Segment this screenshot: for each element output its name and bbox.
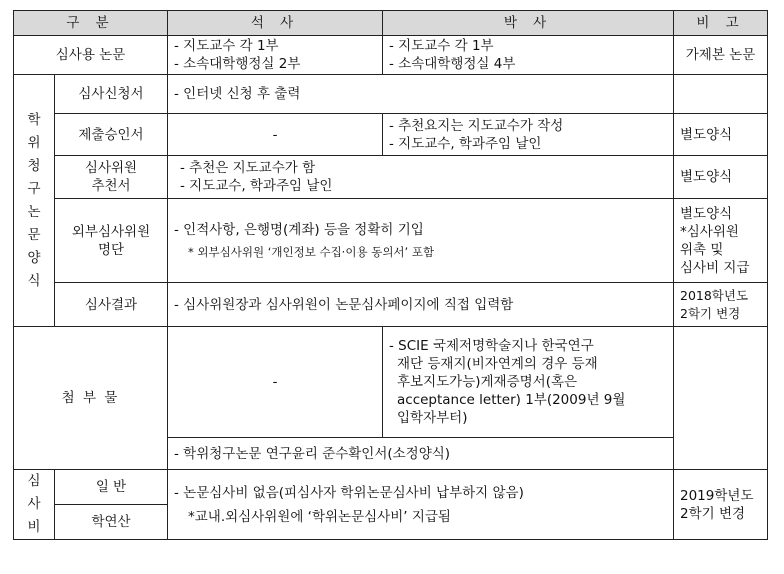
application-row — [14, 75, 768, 114]
fee-general-label: 일 반 — [55, 470, 168, 505]
attachments-label: 첨 부 물 — [14, 327, 168, 470]
application-content: - 인터넷 신청 후 출력 — [168, 75, 674, 114]
fee-group-label — [14, 470, 55, 540]
review-paper-masters-line: - 지도교수 각 1부 — [174, 38, 279, 54]
fee-group-char: 사 — [27, 496, 41, 512]
result-remarks — [674, 283, 768, 327]
external-remarks-line: 심사비 지급 — [680, 259, 750, 276]
forms-group-char: 학 — [27, 111, 41, 128]
header-masters: 석 사 — [168, 11, 383, 36]
result-label: 심사결과 — [55, 283, 168, 327]
forms-group-char: 위 — [27, 134, 41, 151]
recommendation-content-line: - 지도교수, 학과주임 날인 — [180, 178, 333, 194]
header-doctorate: 박 사 — [383, 11, 674, 36]
external-label — [55, 199, 168, 283]
recommendation-label-line: 심사위원 — [84, 160, 138, 176]
fee-industry-label: 학연산 — [55, 505, 168, 540]
fee-remarks-line: 2학기 변경 — [680, 505, 746, 522]
result-remarks-line: 2학기 변경 — [680, 305, 741, 321]
forms-group-char: 양 — [27, 249, 41, 266]
external-label-line: 외부심사위원 — [71, 223, 151, 240]
external-remarks-line: 별도양식 — [680, 205, 733, 222]
external-content — [168, 199, 674, 283]
external-remarks-line: 위촉 및 — [680, 241, 724, 258]
review-paper-row — [14, 36, 768, 75]
result-row — [14, 283, 768, 327]
fee-remarks — [674, 470, 768, 540]
review-paper-doctorate — [383, 36, 674, 75]
attachments-row — [14, 327, 768, 438]
header-remarks: 비 고 — [674, 11, 768, 36]
fee-group-char: 비 — [27, 519, 41, 535]
review-paper-doctorate-line: - 소속대학행정실 4부 — [389, 56, 516, 72]
fee-content — [168, 470, 674, 540]
approval-doctorate-line: - 추천요지는 지도교수가 작성 — [389, 117, 564, 134]
attachments-remarks — [674, 327, 768, 470]
review-paper-doctorate-line: - 지도교수 각 1부 — [389, 38, 494, 54]
review-paper-remarks: 가제본 논문 — [674, 36, 768, 75]
review-paper-label: 심사용 논문 — [14, 36, 168, 75]
fee-group-char: 심 — [27, 473, 41, 489]
fee-content-line: - 논문심사비 없음(피심사자 학위논문심사비 납부하지 않음) — [174, 484, 524, 501]
application-label: 심사신청서 — [55, 75, 168, 114]
fee-general-row — [14, 470, 768, 505]
header-category: 구 분 — [14, 11, 168, 36]
recommendation-row — [14, 156, 768, 199]
review-paper-masters — [168, 36, 383, 75]
recommendation-content — [168, 156, 674, 199]
approval-masters: - — [168, 114, 383, 156]
approval-doctorate-line: - 지도교수, 학과주임 날인 — [389, 135, 542, 152]
external-row — [14, 199, 768, 283]
attachments-doctorate-line: 재단 등재지(비자연계의 경우 등재 — [397, 356, 598, 372]
recommendation-label-line: 추천서 — [91, 178, 131, 194]
recommendation-remarks: 별도양식 — [674, 156, 768, 199]
external-content-line: - 인적사항, 은행명(계좌) 등을 정확히 기입 — [174, 221, 424, 238]
result-remarks-line: 2018학년도 — [680, 287, 749, 303]
forms-group-char: 문 — [27, 226, 41, 243]
header-row — [14, 11, 768, 36]
forms-group-char: 논 — [27, 203, 41, 220]
forms-group-char: 구 — [27, 180, 41, 197]
forms-group-label — [14, 75, 55, 327]
attachments-doctorate-line: acceptance letter) 1부(2009년 9월 — [397, 392, 626, 408]
approval-row — [14, 114, 768, 156]
ethics-content: - 학위청구논문 연구윤리 준수확인서(소정양식) — [168, 438, 674, 470]
recommendation-content-line: - 추천은 지도교수가 함 — [180, 160, 316, 176]
attachments-doctorate — [383, 327, 674, 438]
fee-note: *교내.외심사위원에 ‘학위논문심사비’ 지급됨 — [188, 508, 451, 525]
degree-requirements-table — [13, 10, 768, 540]
external-label-line: 명단 — [97, 241, 125, 258]
result-content: - 심사위원장과 심사위원이 논문심사페이지에 직접 입력함 — [168, 283, 674, 327]
recommendation-label — [55, 156, 168, 199]
fee-remarks-line: 2019학년도 — [680, 487, 754, 504]
forms-group-char: 청 — [27, 157, 41, 174]
approval-label: 제출승인서 — [55, 114, 168, 156]
attachments-masters: - — [168, 327, 383, 438]
attachments-doctorate-line: 입학자부터) — [397, 410, 468, 426]
approval-doctorate — [383, 114, 674, 156]
attachments-doctorate-line: 후보지도가능)게재증명서(혹은 — [397, 374, 578, 390]
external-remarks — [674, 199, 768, 283]
review-paper-masters-line: - 소속대학행정실 2부 — [174, 56, 301, 72]
attachments-doctorate-line: - SCIE 국제저명학술지나 한국연구 — [389, 338, 594, 354]
external-remarks-line: *심사위원 — [680, 223, 739, 240]
approval-remarks: 별도양식 — [674, 114, 768, 156]
application-remarks — [674, 75, 768, 114]
external-note: * 외부심사위원 ‘개인정보 수집·이용 동의서’ 포함 — [188, 244, 435, 259]
forms-group-char: 식 — [27, 272, 41, 289]
degree-requirements-table-wrapper — [13, 10, 768, 540]
